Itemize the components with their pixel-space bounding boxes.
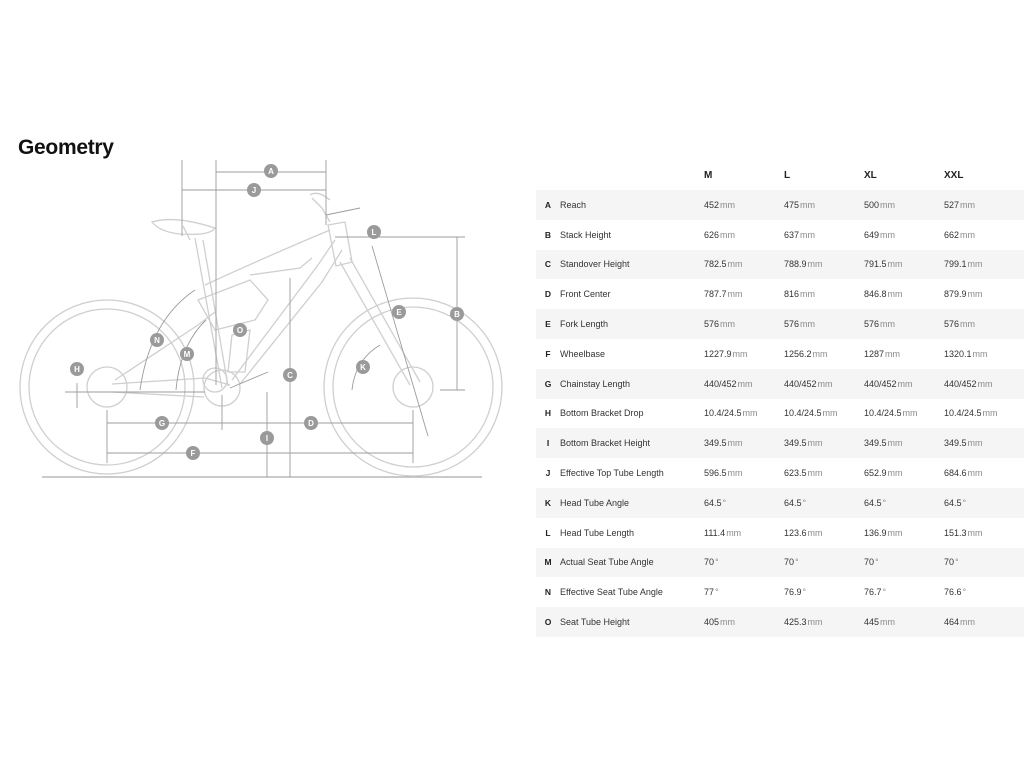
row-value	[704, 488, 784, 518]
value-number: 1256.2	[784, 348, 812, 359]
value-number: 799.1	[944, 259, 967, 270]
row-value	[864, 339, 944, 369]
value-number: 64.5	[944, 497, 962, 508]
marker-c-label: C	[287, 371, 293, 380]
value-unit: mm	[982, 408, 998, 419]
row-letter: H	[544, 408, 552, 419]
geometry-table	[536, 160, 1024, 637]
value-number: 626	[704, 229, 720, 240]
value-number: 684.6	[944, 468, 967, 479]
row-letter: A	[536, 190, 560, 220]
row-value	[704, 220, 784, 250]
marker-n-label: N	[154, 336, 160, 345]
value-number: 111.4	[704, 527, 726, 538]
table-row	[536, 488, 1024, 518]
value-unit: mm	[807, 617, 823, 628]
row-name: Effective Top Tube Length	[560, 468, 664, 479]
row-letter: G	[536, 369, 560, 399]
marker-c	[283, 368, 297, 382]
value-unit: °	[875, 557, 879, 568]
value-unit: °	[722, 497, 727, 508]
value-number: 76.7	[864, 587, 882, 598]
value-unit: mm	[887, 438, 903, 449]
value-unit: °	[802, 587, 807, 598]
value-number: 349.5	[704, 438, 727, 449]
value-unit: mm	[967, 468, 983, 479]
value-number: 445	[864, 617, 880, 628]
row-value	[784, 548, 864, 578]
marker-f	[186, 446, 200, 460]
row-value	[944, 488, 1024, 518]
table-row	[536, 369, 1024, 399]
value-number: 70	[704, 557, 715, 568]
row-name: Standover Height	[560, 250, 704, 280]
marker-k-label: K	[360, 363, 366, 372]
marker-e	[392, 305, 406, 319]
value-number: 652.9	[864, 468, 887, 479]
value-unit: mm	[960, 199, 976, 210]
geometry-table-container	[536, 160, 1024, 637]
row-letter: J	[545, 468, 551, 479]
chainstay	[112, 378, 230, 385]
top-tube	[205, 230, 330, 285]
value-number: 440/452	[944, 378, 977, 389]
value-number: 440/452	[784, 378, 817, 389]
row-letter: C	[536, 250, 560, 280]
value-number: 440/452	[704, 378, 737, 389]
value-unit: mm	[800, 289, 816, 300]
row-value	[704, 190, 784, 220]
value-unit: °	[802, 497, 807, 508]
row-value	[784, 220, 864, 250]
value-number: 10.4/24.5	[864, 408, 902, 419]
row-value	[704, 309, 784, 339]
table-row	[536, 399, 1024, 429]
table-row	[536, 458, 1024, 488]
value-number: 527	[944, 199, 960, 210]
row-value	[864, 577, 944, 607]
table-row	[536, 309, 1024, 339]
table-body	[536, 190, 1024, 637]
row-name: Effective Seat Tube Angle	[560, 587, 663, 598]
marker-g	[155, 416, 169, 430]
seatpost	[183, 226, 190, 240]
marker-l-label: L	[371, 228, 377, 237]
value-unit: mm	[720, 229, 736, 240]
value-unit: mm	[726, 527, 742, 538]
row-name: Fork Length	[560, 309, 704, 339]
row-value	[704, 339, 784, 369]
rear-link	[198, 280, 268, 330]
value-number: 64.5	[864, 497, 882, 508]
value-unit: mm	[807, 438, 823, 449]
row-letter: E	[536, 309, 560, 339]
value-number: 452	[704, 199, 720, 210]
value-unit: mm	[880, 319, 896, 330]
marker-b-label: B	[454, 310, 460, 319]
table-row	[536, 339, 1024, 369]
marker-i	[260, 431, 274, 445]
value-number: 816	[784, 289, 800, 300]
marker-f-label: F	[190, 449, 196, 458]
row-name: Head Tube Length	[560, 527, 635, 538]
value-unit: mm	[737, 378, 753, 389]
row-value	[784, 399, 864, 429]
marker-h-label: H	[74, 365, 80, 374]
value-unit: °	[962, 497, 967, 508]
value-number: 64.5	[704, 497, 722, 508]
row-value	[784, 250, 864, 280]
value-number: 879.9	[944, 289, 967, 300]
value-number: 500	[864, 199, 880, 210]
value-number: 464	[944, 617, 960, 628]
value-number: 440/452	[864, 378, 897, 389]
header-name	[560, 160, 704, 190]
value-unit: mm	[967, 438, 983, 449]
value-unit: °	[882, 587, 887, 598]
value-unit: mm	[807, 468, 823, 479]
value-unit: mm	[967, 259, 983, 270]
row-letter: N	[544, 587, 552, 598]
front-brake-rotor	[393, 367, 433, 407]
value-number: 576	[784, 319, 800, 330]
value-unit: mm	[967, 527, 983, 538]
value-unit: mm	[720, 199, 736, 210]
row-value	[784, 458, 864, 488]
value-number: 349.5	[784, 438, 807, 449]
marker-j	[247, 183, 261, 197]
marker-k	[356, 360, 370, 374]
row-name: Head Tube Angle	[560, 488, 704, 518]
page-title: Geometry	[18, 136, 114, 159]
value-number: 1320.1	[944, 348, 972, 359]
row-name: Seat Tube Height	[560, 607, 704, 637]
value-unit: mm	[960, 617, 976, 628]
value-number: 136.9	[864, 527, 887, 538]
row-value	[864, 190, 944, 220]
table-row	[536, 279, 1024, 309]
row-name: Chainstay Length	[560, 369, 704, 399]
value-number: 1287	[864, 348, 885, 359]
value-unit: mm	[880, 199, 896, 210]
value-number: 637	[784, 229, 800, 240]
row-value	[864, 428, 944, 458]
value-number: 649	[864, 229, 880, 240]
marker-m-label: M	[183, 350, 191, 359]
row-value	[864, 250, 944, 280]
value-unit: mm	[967, 289, 983, 300]
stem	[312, 198, 330, 222]
marker-g-label: G	[158, 419, 166, 428]
value-number: 10.4/24.5	[704, 408, 742, 419]
row-value	[784, 369, 864, 399]
row-name: Bottom Bracket Drop	[560, 408, 644, 419]
row-value	[704, 399, 784, 429]
value-unit: mm	[727, 468, 743, 479]
value-unit: mm	[720, 617, 736, 628]
value-number: 70	[864, 557, 875, 568]
value-unit: mm	[887, 527, 903, 538]
row-value	[944, 577, 1024, 607]
row-value	[784, 607, 864, 637]
row-value	[784, 339, 864, 369]
value-number: 787.7	[704, 289, 727, 300]
value-unit: mm	[800, 319, 816, 330]
value-unit: °	[715, 587, 719, 598]
value-unit: mm	[742, 408, 758, 419]
row-letter: B	[544, 229, 552, 240]
value-unit: mm	[960, 229, 976, 240]
row-name: Bottom Bracket Height	[560, 428, 704, 458]
value-unit: mm	[732, 348, 748, 359]
value-number: 425.3	[784, 617, 807, 628]
row-value	[944, 399, 1024, 429]
value-number: 70	[784, 557, 795, 568]
row-value	[944, 250, 1024, 280]
row-letter: F	[545, 348, 551, 359]
table-row	[536, 607, 1024, 637]
row-value	[704, 607, 784, 637]
row-value	[944, 548, 1024, 578]
value-unit: °	[962, 587, 967, 598]
table-header-row	[536, 160, 1024, 190]
row-value	[864, 548, 944, 578]
value-number: 576	[944, 319, 960, 330]
value-unit: mm	[822, 408, 838, 419]
marker-n	[150, 333, 164, 347]
value-unit: mm	[972, 348, 988, 359]
value-unit: °	[795, 557, 799, 568]
header-size-xxl: XXL	[944, 169, 964, 181]
header-size-m: M	[704, 169, 713, 181]
marker-j-label: J	[251, 186, 257, 195]
value-number: 77	[704, 587, 715, 598]
row-name: Stack Height	[560, 229, 612, 240]
value-number: 788.9	[784, 259, 807, 270]
dimension-lines	[65, 160, 465, 477]
value-number: 1227.9	[704, 348, 732, 359]
row-value	[944, 220, 1024, 250]
row-letter: I	[536, 428, 560, 458]
marker-h	[70, 362, 84, 376]
value-number: 64.5	[784, 497, 802, 508]
row-name: Wheelbase	[560, 348, 606, 359]
table-row	[536, 250, 1024, 280]
value-number: 475	[784, 199, 800, 210]
value-unit: mm	[727, 438, 743, 449]
value-unit: °	[955, 557, 959, 568]
row-value	[864, 518, 944, 548]
head-tube	[328, 222, 352, 266]
row-value	[784, 428, 864, 458]
value-number: 576	[864, 319, 880, 330]
header-size-xl: XL	[864, 169, 877, 181]
marker-b	[450, 307, 464, 321]
value-number: 846.8	[864, 289, 887, 300]
down-tube	[232, 240, 335, 380]
row-name: Front Center	[560, 289, 611, 300]
row-value	[704, 458, 784, 488]
table-row	[536, 190, 1024, 220]
seat-tube	[195, 238, 222, 388]
row-value	[784, 488, 864, 518]
row-value	[944, 518, 1024, 548]
value-number: 349.5	[864, 438, 887, 449]
row-value	[864, 458, 944, 488]
value-unit: mm	[887, 289, 903, 300]
row-value	[704, 279, 784, 309]
value-number: 10.4/24.5	[784, 408, 822, 419]
value-number: 576	[704, 319, 720, 330]
row-value	[864, 399, 944, 429]
value-unit: mm	[960, 319, 976, 330]
seat-tube-outer	[203, 240, 228, 386]
value-unit: mm	[807, 259, 823, 270]
value-unit: mm	[727, 259, 743, 270]
row-value	[704, 548, 784, 578]
row-value	[864, 488, 944, 518]
row-value	[944, 369, 1024, 399]
header-size-l: L	[784, 169, 791, 181]
value-number: 349.5	[944, 438, 967, 449]
row-value	[784, 577, 864, 607]
marker-e-label: E	[396, 308, 402, 317]
marker-o-label: O	[236, 326, 244, 335]
row-letter: L	[545, 527, 551, 538]
row-value	[704, 577, 784, 607]
header-letter	[536, 160, 560, 190]
rear-brake-rotor	[87, 367, 127, 407]
value-unit: mm	[887, 259, 903, 270]
value-number: 596.5	[704, 468, 727, 479]
marker-o	[233, 323, 247, 337]
value-unit: mm	[800, 199, 816, 210]
table-row	[536, 548, 1024, 578]
value-unit: mm	[817, 378, 833, 389]
row-name: Actual Seat Tube Angle	[560, 548, 704, 578]
row-value	[864, 607, 944, 637]
marker-d	[304, 416, 318, 430]
value-unit: mm	[727, 289, 743, 300]
value-unit: mm	[812, 348, 828, 359]
row-name: Reach	[560, 190, 704, 220]
marker-m	[180, 347, 194, 361]
row-letter: D	[544, 289, 552, 300]
value-number: 76.6	[944, 587, 962, 598]
row-value	[944, 428, 1024, 458]
row-value	[864, 220, 944, 250]
row-letter: K	[536, 488, 560, 518]
bike-geometry-diagram	[0, 150, 520, 490]
marker-a	[264, 164, 278, 178]
row-value	[704, 518, 784, 548]
row-value	[784, 309, 864, 339]
row-letter: O	[536, 607, 560, 637]
value-unit: mm	[902, 408, 918, 419]
row-value	[944, 458, 1024, 488]
row-value	[864, 279, 944, 309]
row-value	[704, 369, 784, 399]
value-unit: mm	[800, 229, 816, 240]
value-number: 405	[704, 617, 720, 628]
row-value	[704, 250, 784, 280]
marker-l	[367, 225, 381, 239]
value-unit: mm	[720, 319, 736, 330]
value-unit: mm	[880, 229, 896, 240]
row-value	[944, 190, 1024, 220]
value-unit: °	[882, 497, 887, 508]
row-value	[864, 369, 944, 399]
value-number: 123.6	[784, 527, 807, 538]
value-number: 662	[944, 229, 960, 240]
value-unit: mm	[807, 527, 823, 538]
value-unit: mm	[880, 617, 896, 628]
row-value	[784, 518, 864, 548]
table-row	[536, 428, 1024, 458]
value-number: 70	[944, 557, 955, 568]
row-letter: M	[536, 548, 560, 578]
row-value	[864, 309, 944, 339]
row-value	[784, 190, 864, 220]
value-number: 76.9	[784, 587, 802, 598]
marker-d-label: D	[308, 419, 314, 428]
value-unit: mm	[885, 348, 901, 359]
marker-a-label: A	[268, 167, 274, 176]
value-number: 10.4/24.5	[944, 408, 982, 419]
value-unit: mm	[977, 378, 993, 389]
marker-i-label: I	[265, 434, 269, 443]
value-unit: mm	[887, 468, 903, 479]
table-row	[536, 220, 1024, 250]
table-row	[536, 518, 1024, 548]
row-value	[944, 279, 1024, 309]
table-row	[536, 577, 1024, 607]
value-number: 782.5	[704, 259, 727, 270]
value-number: 791.5	[864, 259, 887, 270]
row-value	[784, 279, 864, 309]
row-value	[944, 339, 1024, 369]
value-number: 623.5	[784, 468, 807, 479]
row-value	[944, 607, 1024, 637]
value-unit: mm	[897, 378, 913, 389]
value-unit: °	[715, 557, 719, 568]
row-value	[944, 309, 1024, 339]
value-number: 151.3	[944, 527, 967, 538]
row-value	[704, 428, 784, 458]
